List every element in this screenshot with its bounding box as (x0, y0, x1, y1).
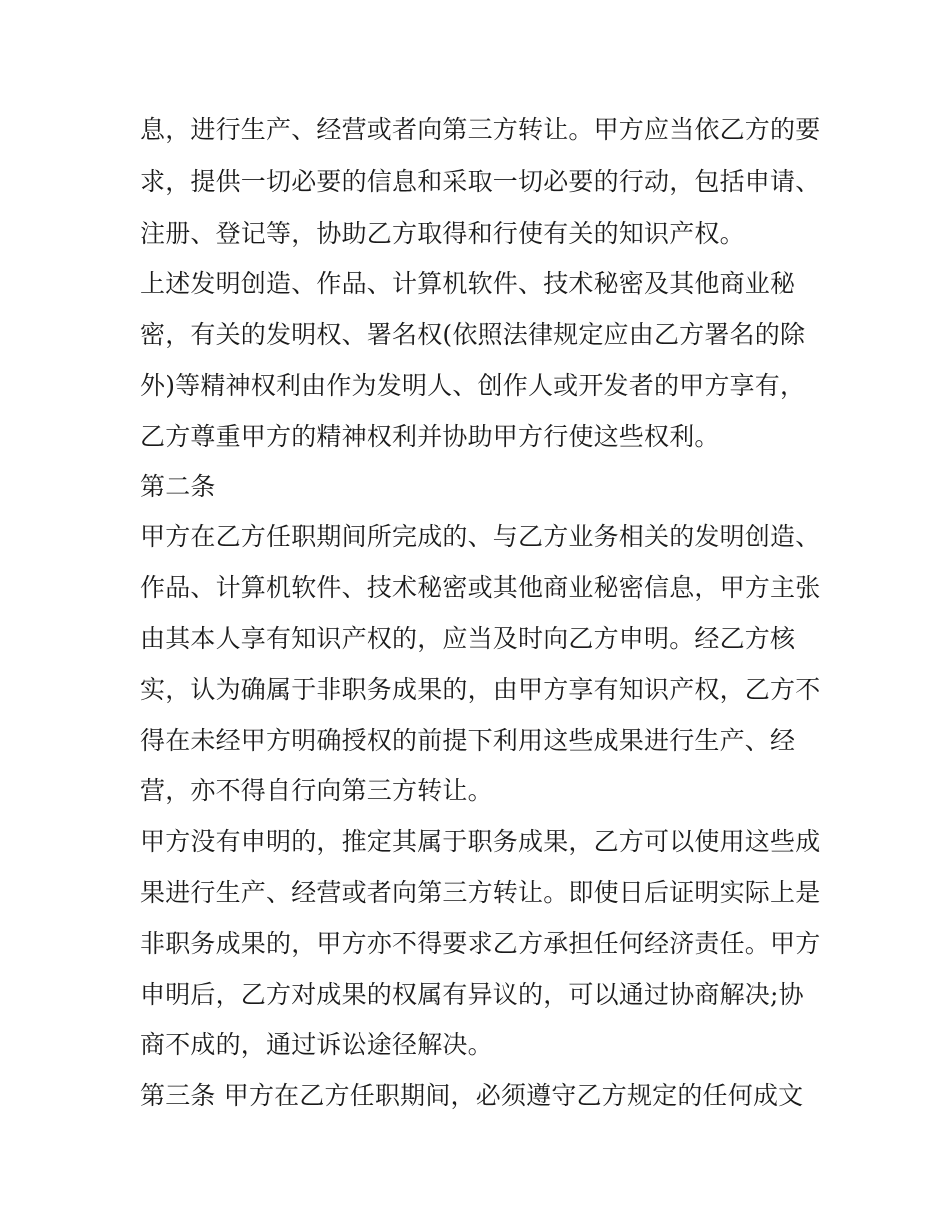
text-line: 密，有关的发明权、署名权(依照法律规定应由乙方署名的除 (140, 320, 806, 349)
text-line: 作品、计算机软件、技术秘密或其他商业秘密信息，甲方主张 (140, 573, 821, 602)
text-line: 甲方在乙方任职期间所完成的、与乙方业务相关的发明创造、 (140, 522, 821, 551)
text-line: 果进行生产、经营或者向第三方转让。即使日后证明实际上是 (140, 878, 821, 907)
text-line: 乙方尊重甲方的精神权利并协助甲方行使这些权利。 (140, 422, 720, 451)
text-line: 申明后，乙方对成果的权属有异议的，可以通过协商解决;协 (140, 980, 804, 1009)
text-line: 上述发明创造、作品、计算机软件、技术秘密及其他商业秘 (140, 269, 796, 298)
text-line: 息，进行生产、经营或者向第三方转让。甲方应当依乙方的要 (140, 115, 821, 144)
text-line: 营，亦不得自行向第三方转让。 (140, 776, 493, 805)
text-line: 求，提供一切必要的信息和采取一切必要的行动，包括申请、 (140, 167, 821, 196)
text-line: 商不成的，通过诉讼途径解决。 (140, 1030, 493, 1059)
text-line: 外)等精神权利由作为发明人、创作人或开发者的甲方享有， (140, 371, 806, 400)
text-line: 得在未经甲方明确授权的前提下利用这些成果进行生产、经 (140, 726, 796, 755)
text-line: 实，认为确属于非职务成果的，由甲方享有知识产权，乙方不 (140, 675, 821, 704)
section-heading: 第三条 甲方在乙方任职期间，必须遵守乙方规定的任何成文 (140, 1081, 804, 1110)
text-line: 注册、登记等，协助乙方取得和行使有关的知识产权。 (140, 219, 745, 248)
text-line: 非职务成果的，甲方亦不得要求乙方承担任何经济责任。甲方 (140, 929, 821, 958)
text-line: 甲方没有申明的，推定其属于职务成果，乙方可以使用这些成 (140, 827, 821, 856)
text-line: 由其本人享有知识产权的，应当及时向乙方申明。经乙方核 (140, 624, 796, 653)
section-heading: 第二条 (140, 472, 216, 501)
